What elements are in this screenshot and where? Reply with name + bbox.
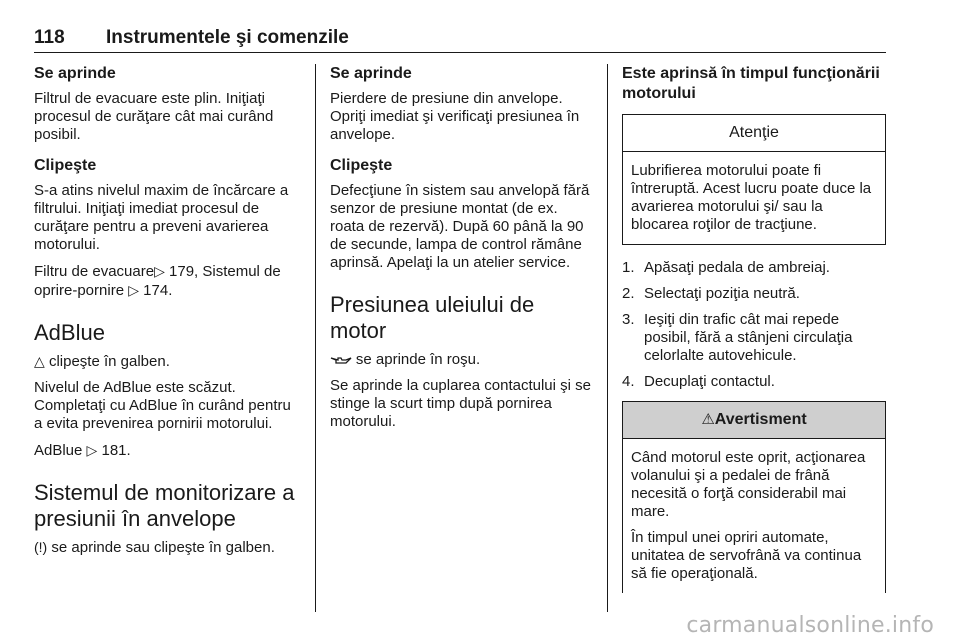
paragraph: Filtrul de evacuare este plin. Iniţiaţi procesul de curăţare cât mai curând posibil.: [34, 90, 274, 143]
paragraph: Pierdere de presiune din anvelope. Opriţi imediat şi verificaţi presiunea în anvelope.: [330, 90, 580, 143]
paragraph: se aprinde în roşu.: [330, 350, 594, 369]
attention-title: Atenţie: [623, 115, 885, 152]
section-heading: Este aprinsă în timpul funcţionării motorului: [622, 65, 880, 102]
reference-page[interactable]: 181.: [101, 442, 131, 459]
cross-reference: [34, 262, 302, 300]
column-2: [330, 64, 594, 610]
column-1: [34, 64, 302, 610]
list-item: 2. Selectaţi poziţia neutră.: [622, 285, 800, 302]
paragraph: S-a atins nivelul maxim de încărcare a filtrului. Iniţiaţi imediat procesul de curăţare pentru a preveni avarierea motorului.: [34, 182, 289, 253]
paragraph: Nivelul de AdBlue este scăzut. Completaţi cu AdBlue în curând pentru a evita prevenirea pornirii motorului.: [34, 379, 291, 432]
reference-page[interactable]: 179, Sistemul de oprire-pornire: [34, 263, 281, 299]
section-heading: Se aprinde: [34, 65, 116, 82]
paragraph: △ clipeşte în galben.: [34, 353, 170, 370]
attention-box: [622, 114, 886, 245]
column-divider: [607, 64, 608, 612]
page-reference-icon: ▷: [128, 282, 139, 298]
warning-box: [622, 401, 886, 593]
oil-can-icon: [330, 351, 356, 367]
cross-reference: AdBlue ▷ 181.: [34, 442, 131, 459]
adblue-warning-icon: △: [34, 353, 45, 369]
list-item: 4. Decuplaţi contactul.: [622, 373, 775, 390]
column-3: [622, 64, 886, 610]
attention-text: Lubrifierea motorului poate fi întreruptă. Acest lucru poate duce la avarierea motorului şi/ sau la blocarea roţilor de tracţiune.: [631, 162, 872, 233]
list-item: 1. Apăsaţi pedala de ambreiaj.: [622, 259, 830, 276]
section-heading: Clipeşte: [34, 157, 97, 174]
paragraph: (!) se aprinde sau clipeşte în galben.: [34, 539, 275, 556]
page-title: Instrumentele şi comenzile: [106, 27, 349, 48]
watermark: carmanualsonline.info: [686, 613, 934, 638]
tire-pressure-icon: (!): [34, 539, 48, 555]
page-reference-icon: ▷: [154, 263, 165, 279]
page-number: 118: [34, 27, 65, 48]
chapter-heading: Sistemul de monitorizare a presiunii în anvelope: [34, 480, 295, 531]
column-divider: [315, 64, 316, 612]
warning-text: În timpul unei opriri automate, unitatea de servofrână va continua să fie operaţională.: [631, 529, 862, 582]
section-heading: Clipeşte: [330, 157, 393, 174]
list-item: 3. Ieşiţi din trafic cât mai repede posibil, fără a stânjeni circulaţia celorlalte autovehicule.: [622, 311, 853, 364]
warning-title: ⚠Avertisment: [623, 402, 885, 439]
reference-page[interactable]: 174.: [143, 282, 173, 299]
paragraph: Se aprinde la cuplarea contactului şi se stinge la scurt timp după pornirea motorului.: [330, 377, 591, 430]
chapter-heading: Presiunea uleiului de motor: [330, 292, 535, 343]
warning-triangle-icon: ⚠: [701, 411, 715, 428]
warning-text: Când motorul este oprit, acţionarea volanului şi a pedalei de frână necesită o forţă considerabil mai mare.: [631, 449, 866, 520]
paragraph: Defecţiune în sistem sau anvelopă fără senzor de presiune montat (de ex. roata de rezervă). După 60 până la 90 de secunde, lampa de control rămâne aprinsă. Apelaţi la un atelier service.: [330, 182, 590, 271]
page-header: [34, 26, 886, 53]
steps-list: [622, 259, 886, 391]
chapter-heading: AdBlue: [34, 320, 105, 345]
section-heading: Se aprinde: [330, 65, 412, 82]
reference-text: Filtru de evacuare: [34, 263, 155, 280]
page-reference-icon: ▷: [86, 442, 98, 458]
